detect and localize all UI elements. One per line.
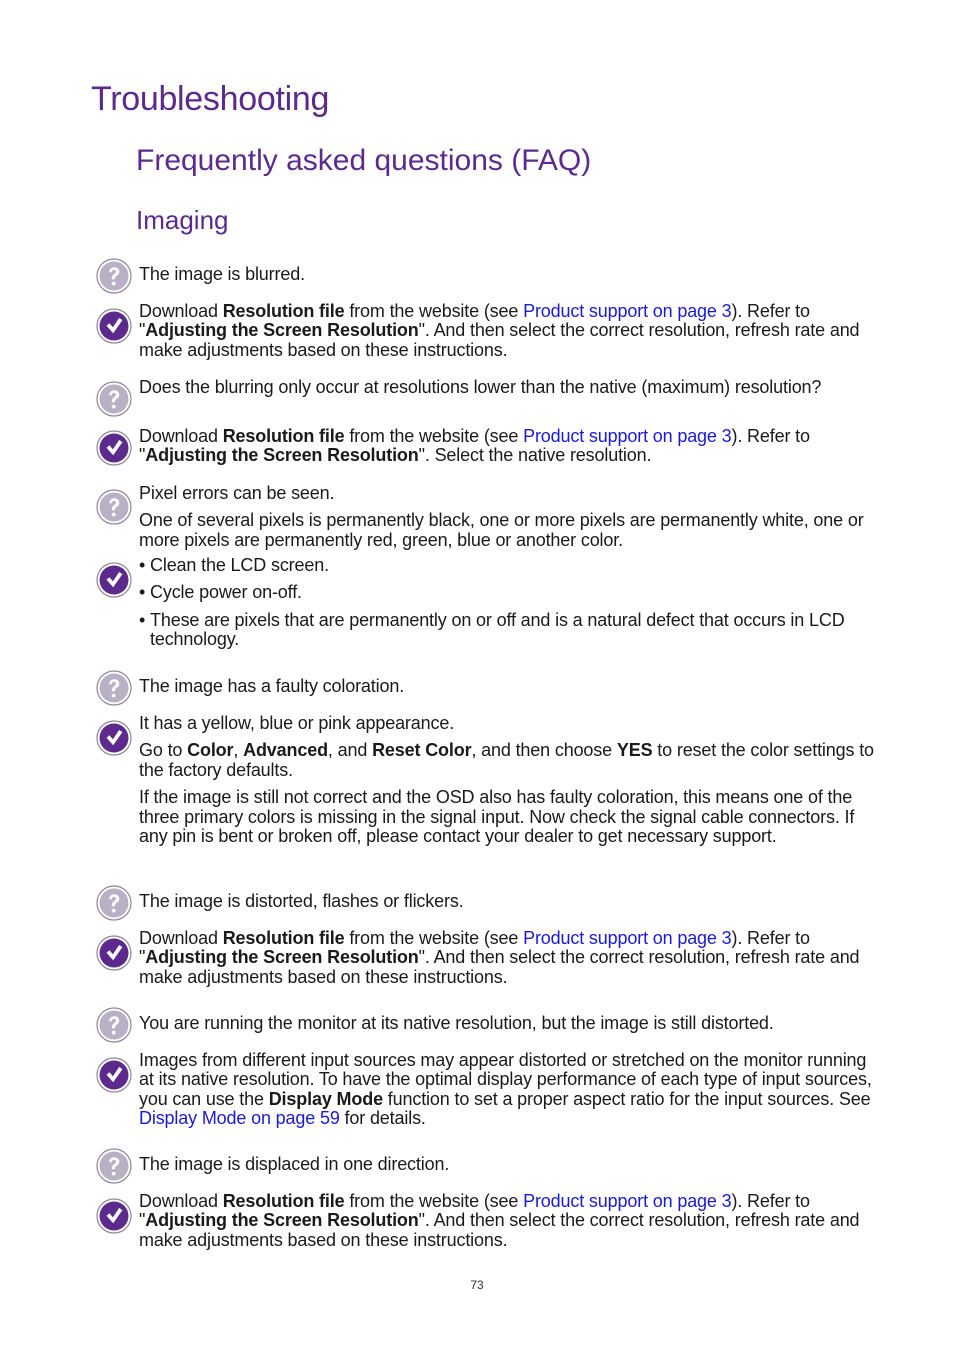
question-text: Does the blurring only occur at resolutions lower than the native (maximum) resolution? xyxy=(139,377,822,397)
product-support-link[interactable]: Product support on page 3 xyxy=(523,426,732,446)
check-icon xyxy=(96,935,132,971)
list-item: • These are pixels that are permanently on or off and is a natural defect that occurs in LCD technology. xyxy=(139,609,845,650)
check-icon xyxy=(96,1198,132,1234)
product-support-link[interactable]: Product support on page 3 xyxy=(523,1191,732,1211)
answer-text xyxy=(139,556,874,650)
answer-text: Download Resolution file from the website (see Product support on page 3). Refer to "Adjusting the Screen Resolution". Select the native resolution. xyxy=(139,426,810,466)
check-icon xyxy=(96,308,132,344)
question-text: You are running the monitor at its native resolution, but the image is still distorted. xyxy=(139,1013,774,1033)
display-mode-link[interactable]: Display Mode on page 59 xyxy=(139,1108,340,1129)
question-icon xyxy=(96,258,132,294)
page-number: 73 xyxy=(470,1278,484,1292)
subsection-title: Imaging xyxy=(136,205,229,235)
answer-text: Download Resolution file from the website (see Product support on page 3). Refer to "Adjusting the Screen Resolution". And then select the correct resolution, refresh rate and make adjustments based on these instructions. xyxy=(139,301,860,360)
check-icon xyxy=(96,562,132,598)
check-icon xyxy=(96,720,132,756)
list-item: • Clean the LCD screen. xyxy=(139,555,329,575)
question-text: The image is blurred. xyxy=(139,264,305,284)
answer-text: Download Resolution file from the website (see Product support on page 3). Refer to "Adjusting the Screen Resolution". And then select the correct resolution, refresh rate and make adjustments based on these instructions. xyxy=(139,928,860,987)
question-icon xyxy=(96,885,132,921)
answer-text: Images from different input sources may appear distorted or stretched on the monitor running at its native resolution. To have the optimal display performance of each type of input sources, you can use the Display Mode function to set a proper aspect ratio for the input sources. See Display Mode on page 59 for details. xyxy=(139,1050,872,1129)
answer-text: Download Resolution file from the website (see Product support on page 3). Refer to "Adjusting the Screen Resolution". And then select the correct resolution, refresh rate and make adjustments based on these instructions. xyxy=(139,1191,860,1250)
answer-text: It has a yellow, blue or pink appearance. Go to Color, Advanced, and Reset Color, and then choose YES to reset the color settings to the factory defaults. If the image is still not correct and the OSD also has faulty coloration, this means one of the three primary colors is missing in the signal input. Now check the signal cable connectors. If any pin is bent or broken off, please contact your dealer to get necessary support. xyxy=(139,713,874,847)
question-icon xyxy=(96,670,132,706)
question-icon xyxy=(96,1007,132,1043)
product-support-link[interactable]: Product support on page 3 xyxy=(523,928,732,948)
question-text: The image is distorted, flashes or flickers. xyxy=(139,891,464,911)
page-title: Troubleshooting xyxy=(91,80,330,118)
question-icon xyxy=(96,489,132,525)
question-text: Pixel errors can be seen. One of several pixels is permanently black, one or more pixels are permanently white, one or more pixels are permanently red, green, blue or another color. xyxy=(139,483,864,550)
check-icon xyxy=(96,430,132,466)
question-icon xyxy=(96,381,132,417)
question-text: The image is displaced in one direction. xyxy=(139,1154,450,1174)
check-icon xyxy=(96,1057,132,1093)
product-support-link[interactable]: Product support on page 3 xyxy=(523,301,732,321)
list-item: • Cycle power on-off. xyxy=(139,582,302,603)
question-icon xyxy=(96,1148,132,1184)
question-text: The image has a faulty coloration. xyxy=(139,676,405,696)
section-title: Frequently asked questions (FAQ) xyxy=(136,144,592,177)
